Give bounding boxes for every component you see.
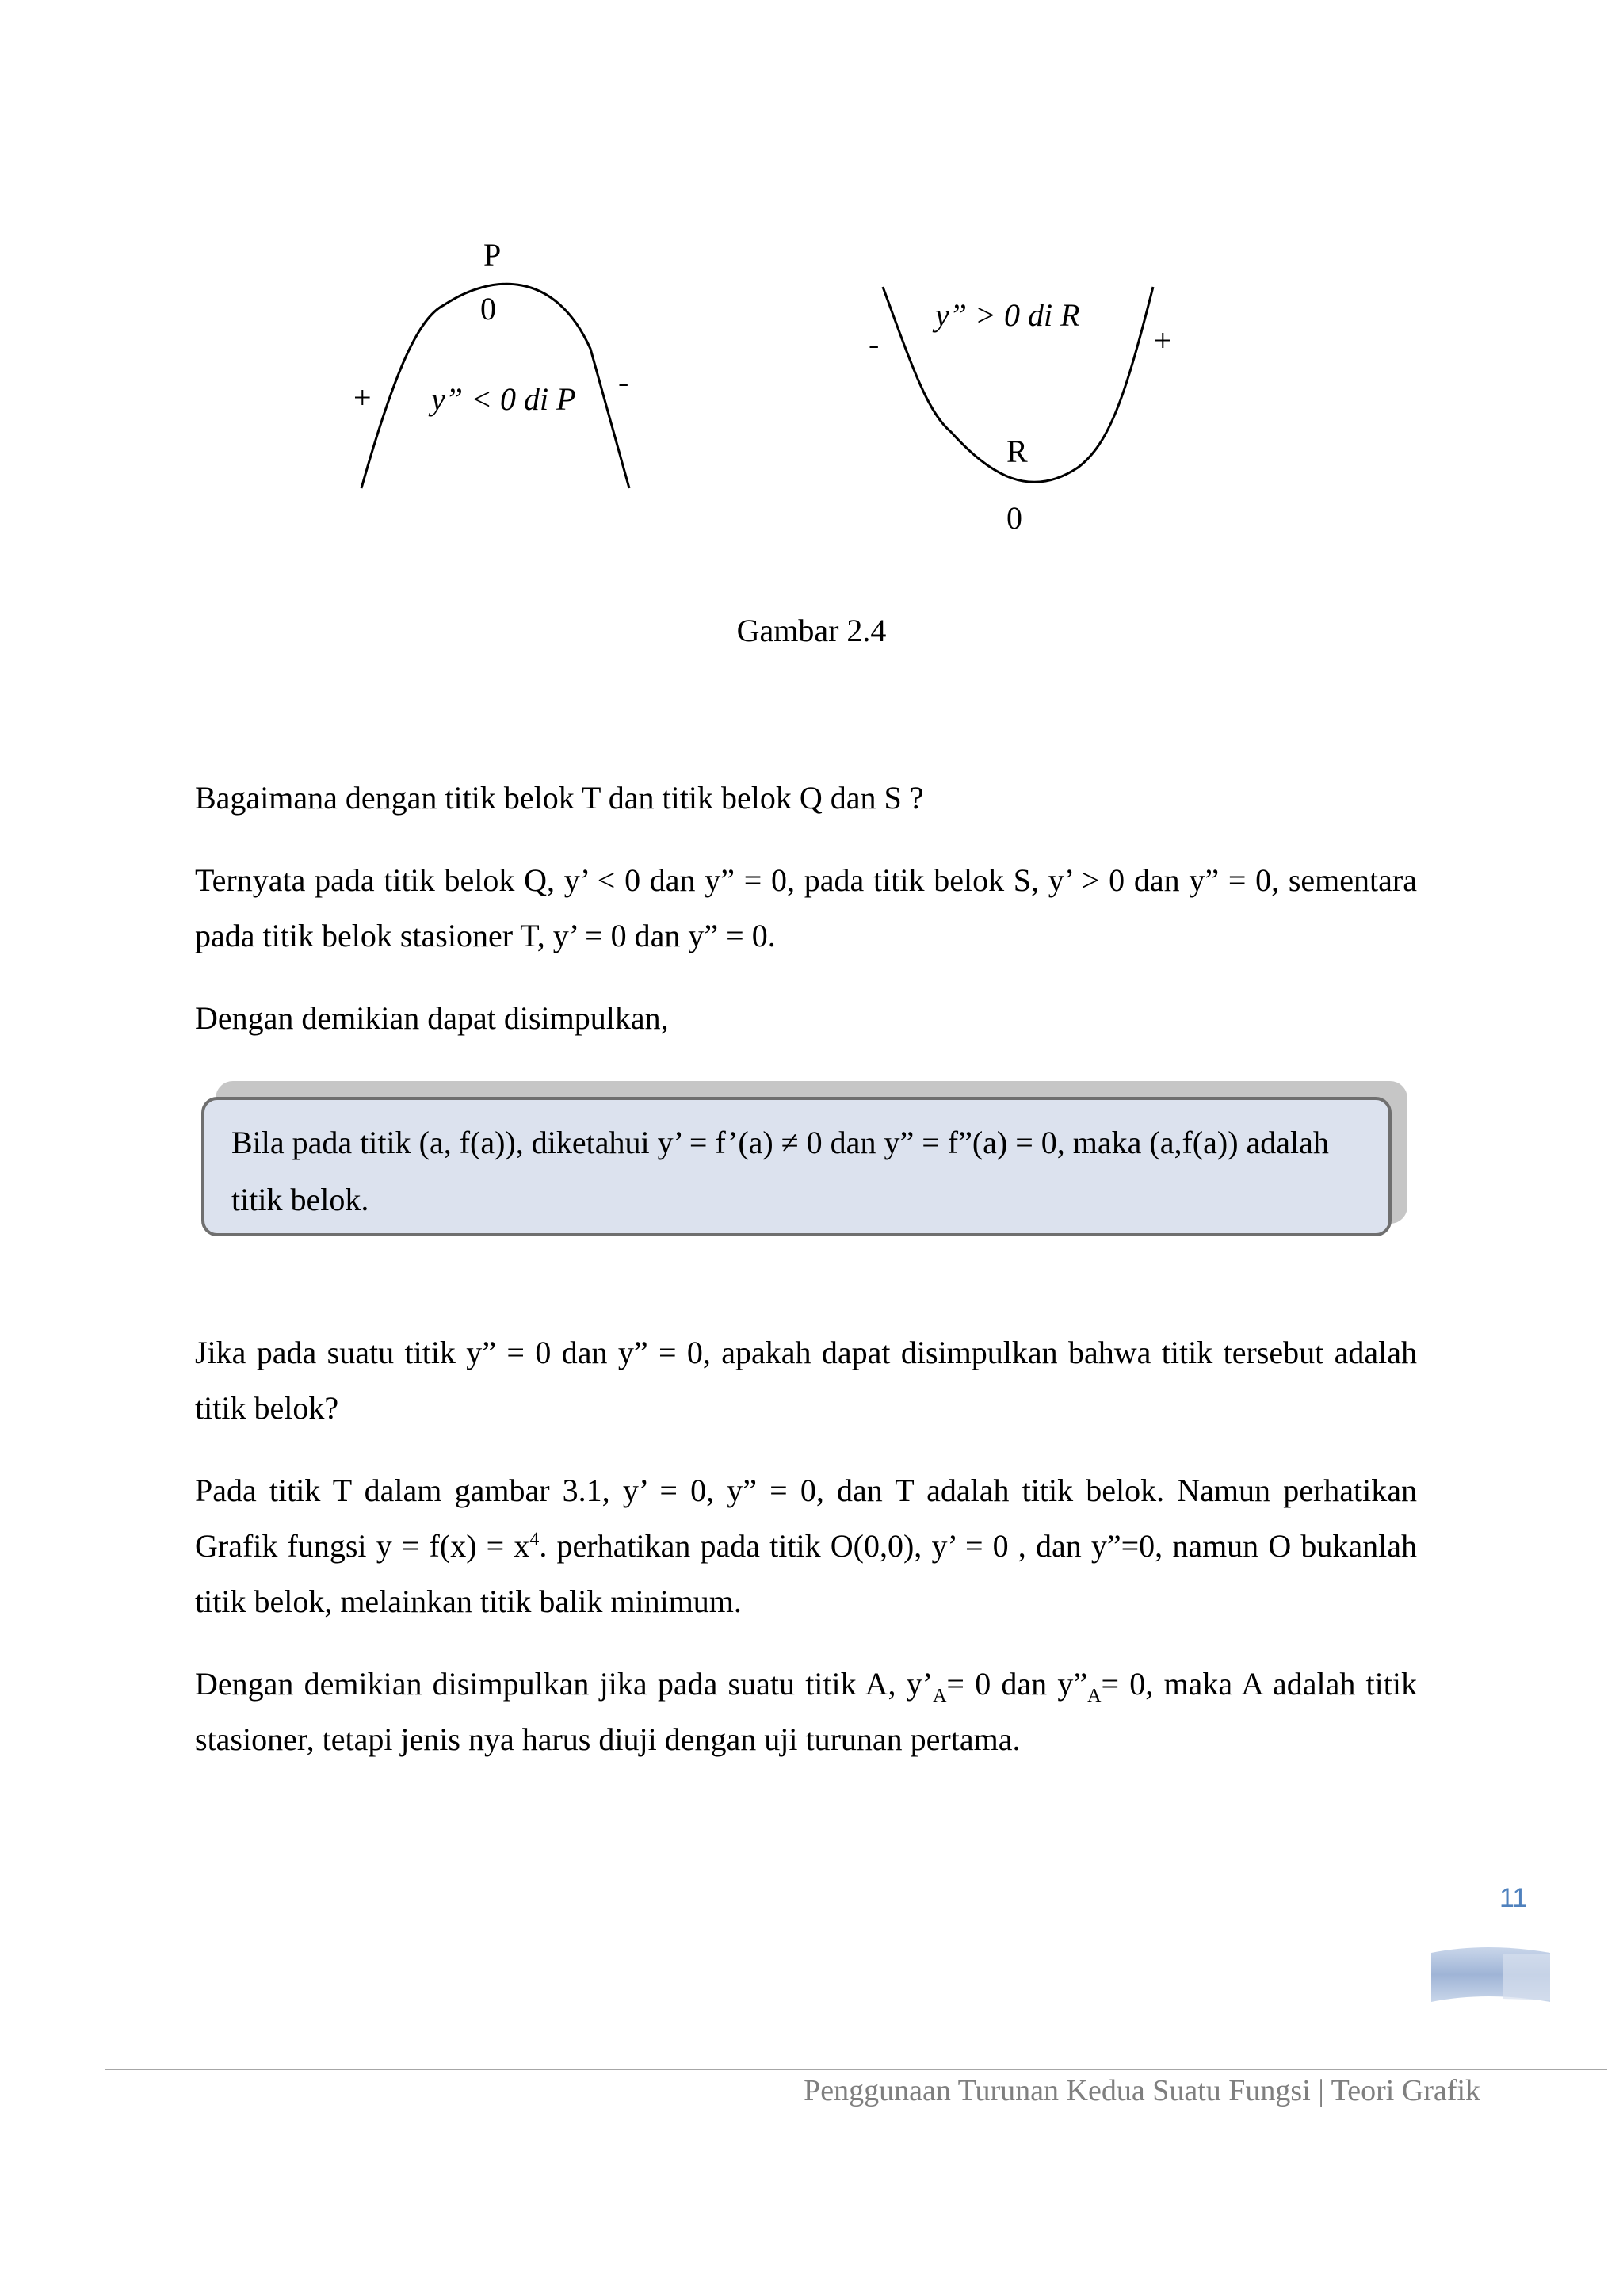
conclusion-intro-paragraph: Dengan demikian dapat disimpulkan,: [195, 1000, 669, 1036]
subscript-a-1: A: [933, 1686, 947, 1706]
explanation-paragraph: [195, 1463, 1417, 1629]
footer-divider: [105, 2069, 1607, 2070]
point-r-value: 0: [1006, 500, 1022, 536]
subscript-a-2: A: [1087, 1686, 1102, 1706]
final-text-3: = 0, maka A adalah titik stasioner, tetapi jenis nya harus diuji dengan uji turunan pertama.: [195, 1666, 1417, 1757]
definition-text: Bila pada titik (a, f(a)), diketahui y’ = f’(a) ≠ 0 dan y” = f”(a) = 0, maka (a,f(a)) adalah titik belok.: [231, 1125, 1329, 1217]
question-paragraph: Bagaimana dengan titik belok T dan titik belok Q dan S ?: [195, 780, 924, 816]
right-curve-right-sign: +: [1154, 323, 1172, 358]
right-curve-condition: y” > 0 di R: [935, 297, 1080, 333]
explanation-text-2: . perhatikan pada titik O(0,0), y’ = 0 , dan y”=0, namun O bukanlah titik belok, melainkan titik balik minimum.: [195, 1528, 1417, 1619]
right-curve-left-sign: -: [869, 326, 880, 361]
figure-caption: Gambar 2.4: [736, 613, 887, 648]
explanation-text-1: Pada titik T dalam gambar 3.1, y’ = 0, y” = 0, dan T adalah titik belok. Namun perhatikan Grafik fungsi y = f(x) = x: [195, 1473, 1417, 1564]
point-p-label: P: [483, 237, 502, 273]
point-r-label: R: [1006, 434, 1028, 469]
point-p-value: 0: [480, 291, 496, 327]
page-decoration-icon: [1431, 1946, 1550, 2010]
final-text-1: Dengan demikian disimpulkan jika pada suatu titik A, y’: [195, 1666, 934, 1702]
question2-paragraph: Jika pada suatu titik y” = 0 dan y” = 0, apakah dapat disimpulkan bahwa titik tersebut adalah titik belok?: [195, 1335, 1417, 1426]
final-text-2: = 0 dan y”: [946, 1666, 1088, 1702]
page-number: 11: [1499, 1883, 1528, 1913]
left-curve-right-sign: -: [618, 364, 629, 399]
definition-box: [201, 1097, 1392, 1236]
left-curve-condition: y” < 0 di P: [431, 381, 576, 417]
left-curve-left-sign: +: [353, 380, 372, 415]
exponent: 4: [529, 1529, 540, 1550]
answer-paragraph: Ternyata pada titik belok Q, y’ < 0 dan y” = 0, pada titik belok S, y’ > 0 dan y” = 0, sementara pada titik belok stasioner T, y’ = 0 dan y” = 0.: [195, 862, 1417, 953]
footer-title: Penggunaan Turunan Kedua Suatu Fungsi | Teori Grafik: [804, 2074, 1480, 2107]
figure-2-4: [0, 0, 1623, 555]
final-paragraph: [195, 1656, 1417, 1767]
curves-drawing: [0, 0, 1623, 555]
